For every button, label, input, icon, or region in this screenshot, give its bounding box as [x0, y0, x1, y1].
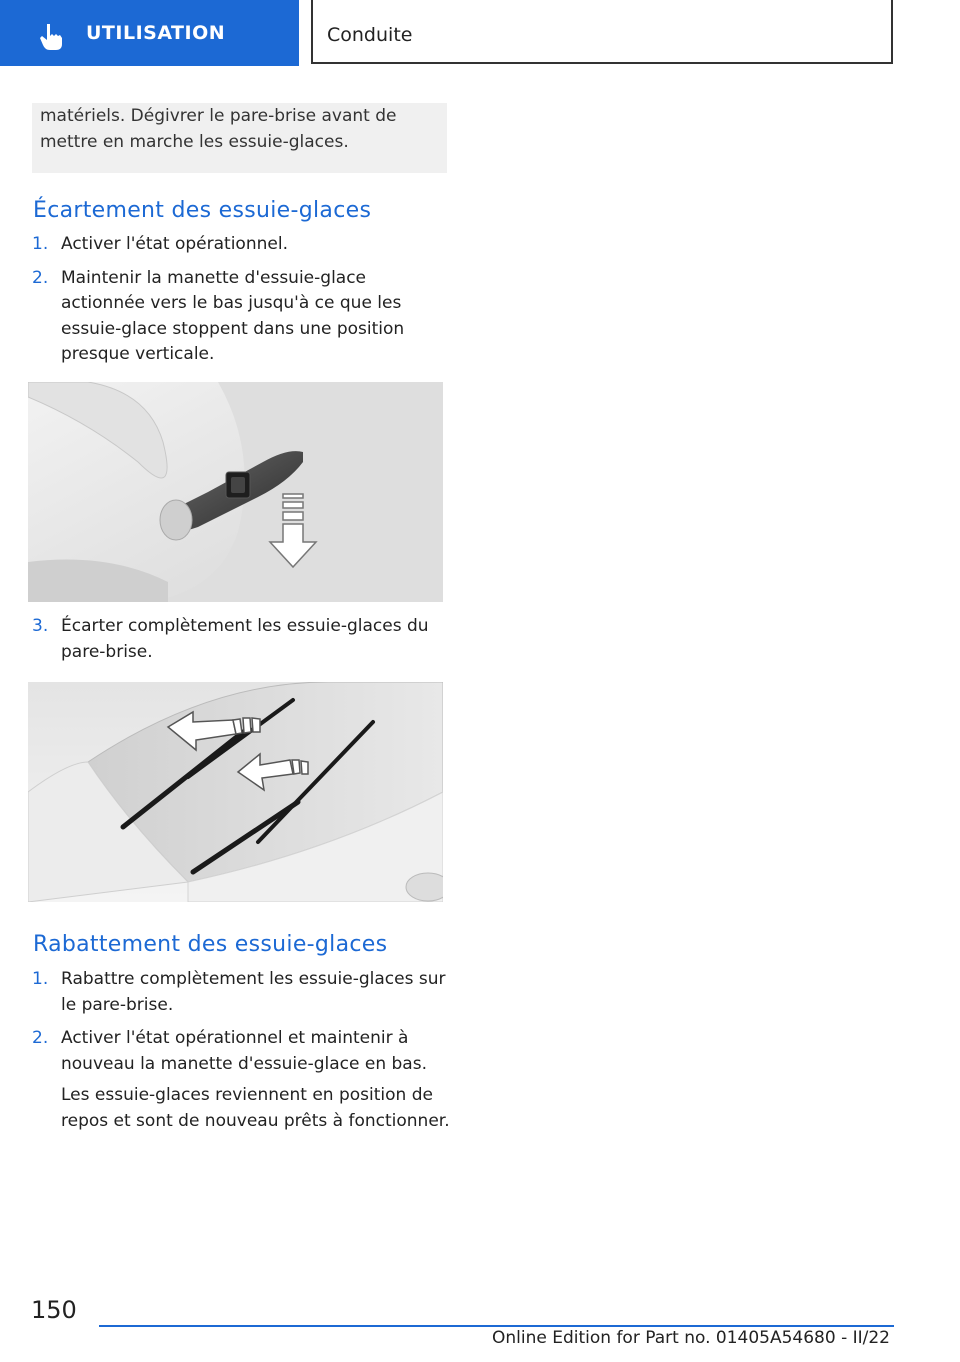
chapter-header [311, 0, 893, 64]
list-item [32, 614, 452, 665]
fold-steps-list [32, 967, 452, 1142]
spread-steps-list-continued [32, 614, 452, 673]
chapter-label: Conduite [327, 24, 413, 46]
list-item [32, 266, 452, 368]
step-text: Maintenir la manette d'essuie-glace actionnée vers le bas jusqu'à ce que les essuie-glace stoppent dans une position presque verticale. [61, 267, 405, 364]
section-heading-fold: Rabattement des essuie-glaces [33, 932, 388, 957]
spread-steps-list [32, 232, 452, 376]
footer-divider [99, 1325, 894, 1327]
note-text: matériels. Dégivrer le pare-brise avant de mettre en marche les essuie-glaces. [40, 106, 397, 152]
section-label: UTILISATION [86, 22, 226, 44]
step-number: 3. [32, 616, 49, 636]
step-text: Activer l'état opérationnel et maintenir à nouveau la manette d'essuie-glace en bas. [61, 1028, 427, 1074]
edition-label: Online Edition for Part no. 01405A54680 - II/22 [491, 1328, 890, 1348]
list-item [32, 232, 452, 258]
hand-pointer-icon [38, 22, 66, 52]
step-number: 1. [32, 234, 49, 254]
section-tab [0, 0, 299, 66]
step-number: 1. [32, 969, 49, 989]
windshield-wipers-illustration [28, 682, 443, 902]
list-item [32, 1026, 452, 1134]
step-number: 2. [32, 267, 49, 288]
list-item [32, 967, 452, 1018]
step-text: Rabattre complètement les essuie-glaces sur le pare-brise. [61, 969, 446, 1015]
step-result-text: Les essuie-glaces reviennent en position de repos et sont de nouveau prêts à fonctionner. [61, 1085, 450, 1131]
page-number: 150 [31, 1296, 77, 1324]
note-box [32, 103, 447, 173]
wiper-stalk-illustration [28, 382, 443, 602]
step-number: 2. [32, 1028, 49, 1048]
section-heading-spread: Écartement des essuie-glaces [33, 198, 372, 223]
step-text: Activer l'état opérationnel. [61, 234, 288, 254]
step-text: Écarter complètement les essuie-glaces du pare-brise. [61, 616, 429, 662]
